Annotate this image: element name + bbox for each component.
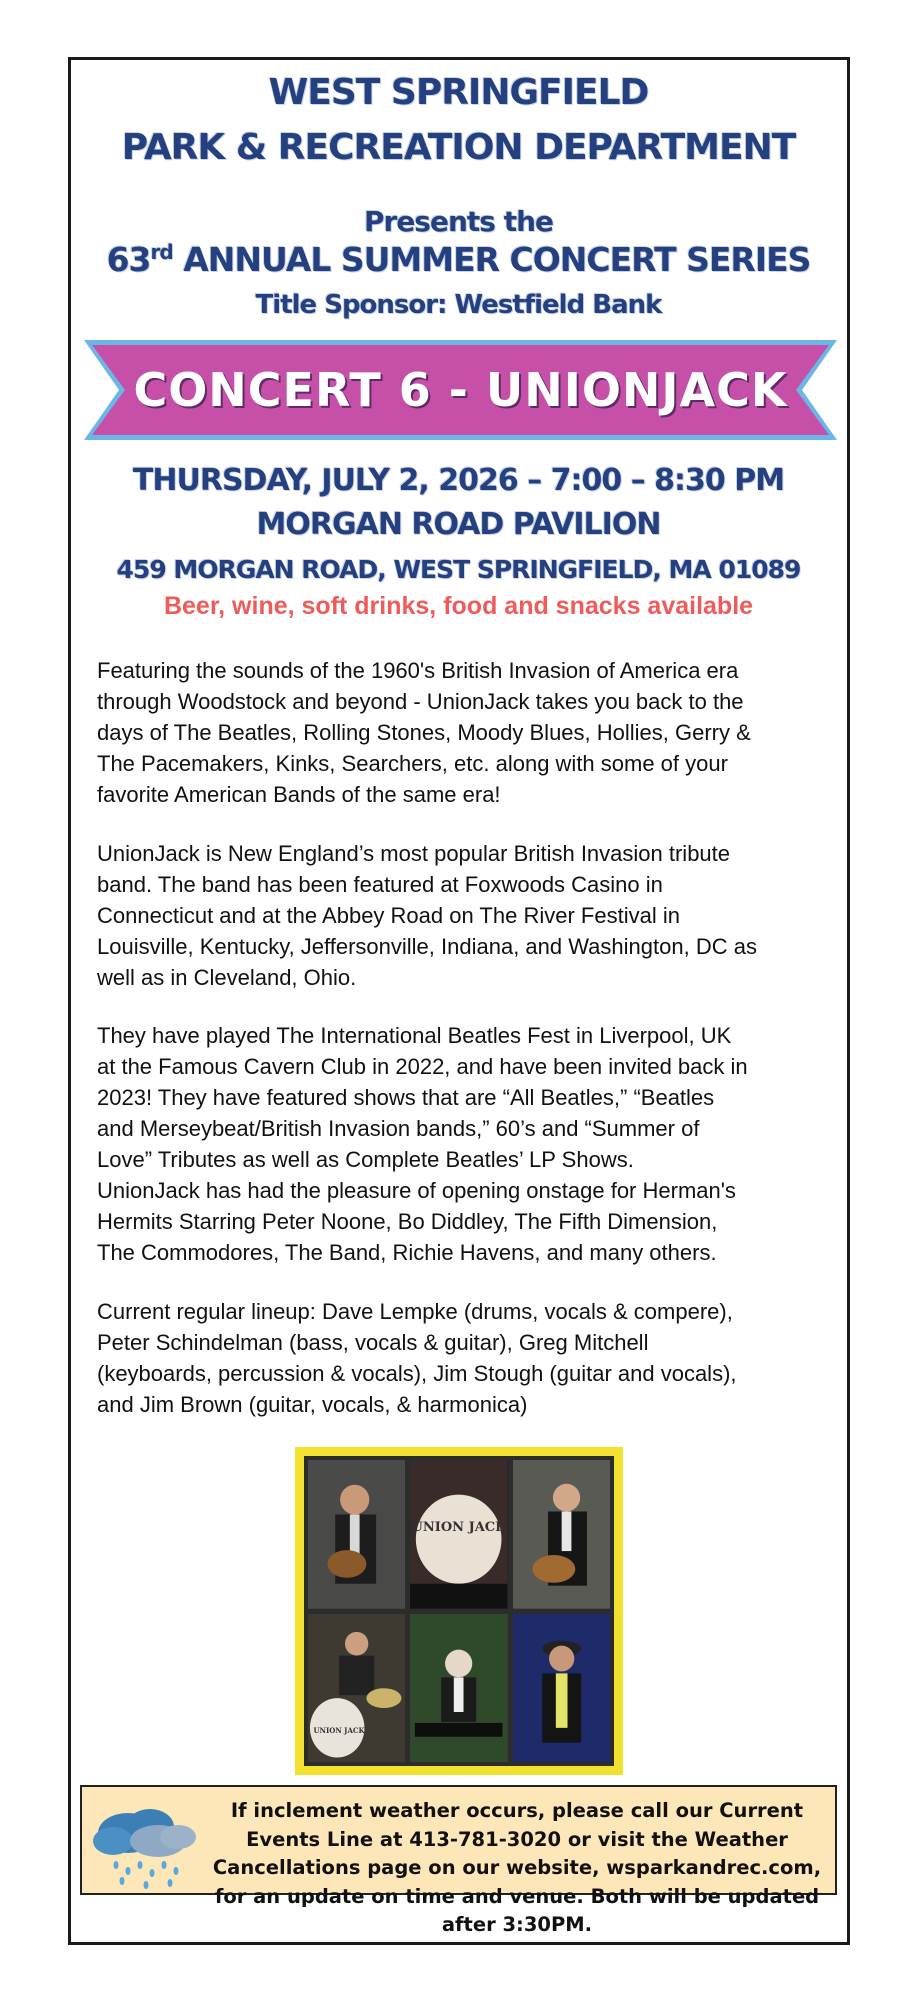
series-title-text: ANNUAL SUMMER CONCERT SERIES [183,240,811,279]
photo-keyboardist [410,1614,507,1763]
photo-drummer [308,1614,405,1763]
photo-guitarist-2 [513,1460,610,1609]
series-title [0,240,917,279]
event-address: 459 MORGAN ROAD, WEST SPRINGFIELD, MA 01089 [116,555,801,584]
description-paragraph-1: Featuring the sounds of the 1960's British Invasion of America era through Woodstock and beyond - UnionJack takes you back to the days of The Beatles, Rolling Stones, Moody Blues, Hollies, Gerry & The Pacemakers, Kinks, Searchers, etc. along with some of your favorite American Bands of the same era! [97,658,751,807]
concert-banner-title: CONCERT 6 - UNIONJACK [133,363,788,417]
event-venue: MORGAN ROAD PAVILION [256,507,661,542]
description-paragraph-3: They have played The International Beatles Fest in Liverpool, UK at the Famous Cavern Club in 2022, and have been invited back in 2023! They have featured shows that are “All Beatles,” “Beatles and Merseybeat/British Invasion bands,” 60’s and “Summer of Love” Tributes as well as Complete Beatles’ LP Shows. UnionJack has had the pleasure of opening onstage for Herman's Hermits Starring Peter Noone, Bo Diddley, The Fifth Dimension, The Commodores, The Band, Richie Havens, and many others. [97,1023,748,1265]
description-paragraph-4: Current regular lineup: Dave Lempke (drums, vocals & compere), Peter Schindelman (bass, vocals & guitar), Greg Mitchell (keyboards, percussion & vocals), Jim Stough (guitar and vocals), and Jim Brown (guitar, vocals, & harmonica) [97,1299,737,1417]
title-sponsor: Title Sponsor: Westfield Bank [255,290,662,320]
drummer-kit-logo-text: UNION JACK [313,1725,365,1735]
photo-guitarist-1 [308,1460,405,1609]
event-date-time: THURSDAY, JULY 2, 2026 – 7:00 – 8:30 PM [132,463,785,498]
series-number: 63 [106,240,151,279]
weather-notice [80,1785,837,1936]
photo-drum-head [410,1460,507,1609]
series-ordinal-suffix: rd [150,240,173,264]
department-name-line2: PARK & RECREATION DEPARTMENT [121,127,796,168]
refreshments-note: Beer, wine, soft drinks, food and snacks available [163,592,754,620]
drum-head-logo-text: UNION JACK [411,1520,507,1535]
band-photo-collage [295,1447,623,1775]
photo-bassist [513,1614,610,1763]
description-paragraph-2: UnionJack is New England’s most popular British Invasion tribute band. The band has been featured at Foxwoods Casino in Connecticut and at the Abbey Road on The River Festival in Louisville, Kentucky, Jeffersonville, Indiana, and Washington, DC as well as in Cleveland, Ohio. [97,841,757,990]
weather-notice-text: If inclement weather occurs, please call our Current Events Line at 413-781-3020 or visit the Weather Cancellations page on our website, wsparkandrec.com, for an update on time and venue. Both will be updated after 3:30PM. [212,1799,822,1936]
presents-line: Presents the [363,205,554,238]
department-name-line1: WEST SPRINGFIELD [268,72,649,113]
rain-cloud-icon [88,1803,198,1893]
